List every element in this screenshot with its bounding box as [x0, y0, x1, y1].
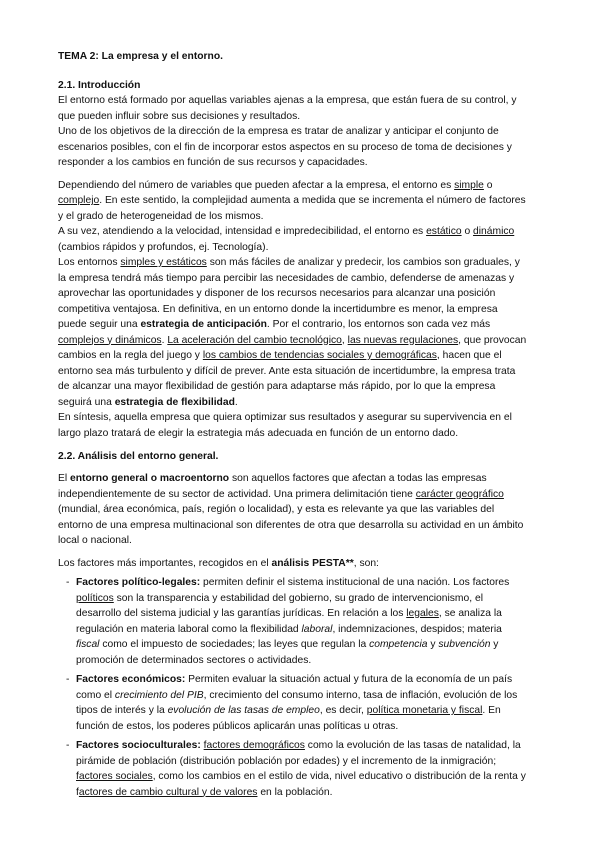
underlined-term: actores de cambio cultural y de valores	[78, 786, 258, 798]
list-item: - Factores político-legales: permiten definir el sistema institucional de una nación. Los factores políticos son la transparencia y estabilidad del gobierno, su grado de intervencionismo, el desarrollo del sistema judicial y las garantías jurídicas. En relación a los legales, se analiza la regulación en materia laboral como la flexibilidad laboral, indemnizaciones, despidos; materia fiscal como el impuesto de sociedades; las leyes que regulan la competencia y subvención y promoción de determinados sectores o actividades.	[66, 575, 528, 668]
bold-term: análisis PESTA**	[271, 557, 354, 569]
factors-list	[58, 575, 528, 800]
list-item: - Factores socioculturales: factores demográficos como la evolución de las tasas de natalidad, la pirámide de población (distribución población por edades) y el incremento de la inmigración; factores sociales, como los cambios en el estilo de vida, nivel educativo o distribución de la renta y factores de cambio cultural y de valores en la población.	[66, 738, 528, 800]
italic-term: fiscal	[76, 639, 100, 650]
bold-term: estrategia de flexibilidad	[114, 396, 235, 408]
underlined-term: La aceleración del cambio tecnológico	[167, 334, 342, 346]
factor-label: Factores económicos:	[76, 674, 186, 685]
paragraph: Los factores más importantes, recogidos en el análisis PESTA**, son:	[58, 557, 379, 569]
underlined-term: dinámico	[473, 226, 515, 237]
italic-term: subvención	[438, 639, 491, 650]
paragraph: El entorno está formado por aquellas variables ajenas a la empresa, que están fuera de su control, y que pueden influir sobre sus decisiones y resultados.	[58, 95, 517, 122]
factor-label: Factores político-legales:	[76, 577, 201, 588]
italic-term: crecimiento del PIB	[114, 689, 204, 701]
list-item: - Factores económicos: Permiten evaluar la situación actual y futura de la economía de un país como el crecimiento del PIB, crecimiento del consumo interno, tasa de inflación, evolución de los tipos de interés y la evolución de las tasas de empleo, es decir, política monetaria y fiscal. En función de estos, los poderes públicos aplicarán unas políticas u otras.	[66, 672, 528, 734]
underlined-term: complejos y dinámicos	[58, 334, 162, 346]
paragraph: Uno de los objetivos de la dirección de la empresa es tratar de analizar y anticipar el conjunto de escenarios posibles, con el fin de incorporar estos aspectos en su proceso de toma de decisiones y responder a los cambios en función de sus recursos y capacidades.	[58, 126, 512, 168]
italic-term: competencia	[369, 639, 428, 650]
section-heading-introduccion: 2.1. Introducción	[58, 80, 141, 91]
paragraph: En síntesis, aquella empresa que quiera optimizar sus resultados y asegurar su supervivencia en el largo plazo tratará de elegir la estrategia más adecuada en función de un entorno dado.	[58, 412, 512, 439]
underlined-term: factores demográficos	[203, 740, 305, 751]
paragraph: Dependiendo del número de variables que pueden afectar a la empresa, el entorno es simple o complejo. En este sentido, la complejidad aumenta a medida que se incrementa el número de factores y el grado de heterogeneidad de los mismos.	[58, 179, 526, 222]
underlined-term: los cambios de tendencias sociales y demográficas	[202, 350, 437, 361]
underlined-term: carácter geográfico	[415, 488, 504, 500]
document-title: TEMA 2: La empresa y el entorno.	[58, 51, 223, 62]
underlined-term: simple	[454, 179, 484, 191]
factor-label: Factores socioculturales:	[76, 740, 201, 751]
italic-term: evolución de las tasas de empleo	[167, 705, 320, 716]
underlined-term: políticos	[76, 592, 114, 604]
paragraph: El entorno general o macroentorno son aquellos factores que afectan a todas las empresas independientemente de su sector de actividad. Una primera delimitación tiene carácter geográfico (mundial, área económica, país, región o localidad), y esta es relevante ya que las variables del entorno de una empresa multinacional son diferentes de otra que desarrolla su actividad en un ámbito local o nacional.	[58, 473, 524, 546]
underlined-term: política monetaria y fiscal	[366, 705, 483, 716]
bold-term: estrategia de anticipación	[140, 319, 267, 330]
document-body	[58, 49, 528, 800]
underlined-term: las nuevas regulaciones	[347, 334, 459, 346]
italic-term: laboral	[301, 623, 333, 635]
paragraph: Los entornos simples y estáticos son más fáciles de analizar y predecir, los cambios son graduales, y la empresa tendrá más tiempo para percibir las necesidades de cambio, defenderse de amenazas y aprovechar las oportunidades y disponer de los recursos necesarios para alcanzar una posición competitiva ventajosa. En definitiva, en un entorno donde la incertidumbre es menor, la empresa puede seguir una estrategia de anticipación. Por el contrario, los entornos son cada vez más complejos y dinámicos. La aceleración del cambio tecnológico, las nuevas regulaciones, que provocan cambios en la regla del juego y los cambios de tendencias sociales y demográficas, hacen que el entorno sea más turbulento y difícil de prever. Ante esta situación de incertidumbre, la empresa trata de alcanzar una mayor flexibilidad de gestión para adaptarse más rápido, por lo que la empresa seguirá una estrategia de flexibilidad.	[58, 257, 527, 408]
bold-term: entorno general o macroentorno	[70, 473, 230, 484]
paragraph: A su vez, atendiendo a la velocidad, intensidad e impredecibilidad, el entorno es estático o dinámico (cambios rápidos y profundos, ej. Tecnología).	[58, 226, 515, 253]
underlined-term: estático	[426, 226, 462, 237]
section-heading-entorno-general: 2.2. Análisis del entorno general.	[58, 451, 219, 462]
underlined-term: complejo	[58, 195, 100, 206]
underlined-term: simples y estáticos	[120, 257, 207, 268]
underlined-term: legales	[406, 608, 439, 619]
underlined-term: factores sociales	[76, 771, 153, 782]
